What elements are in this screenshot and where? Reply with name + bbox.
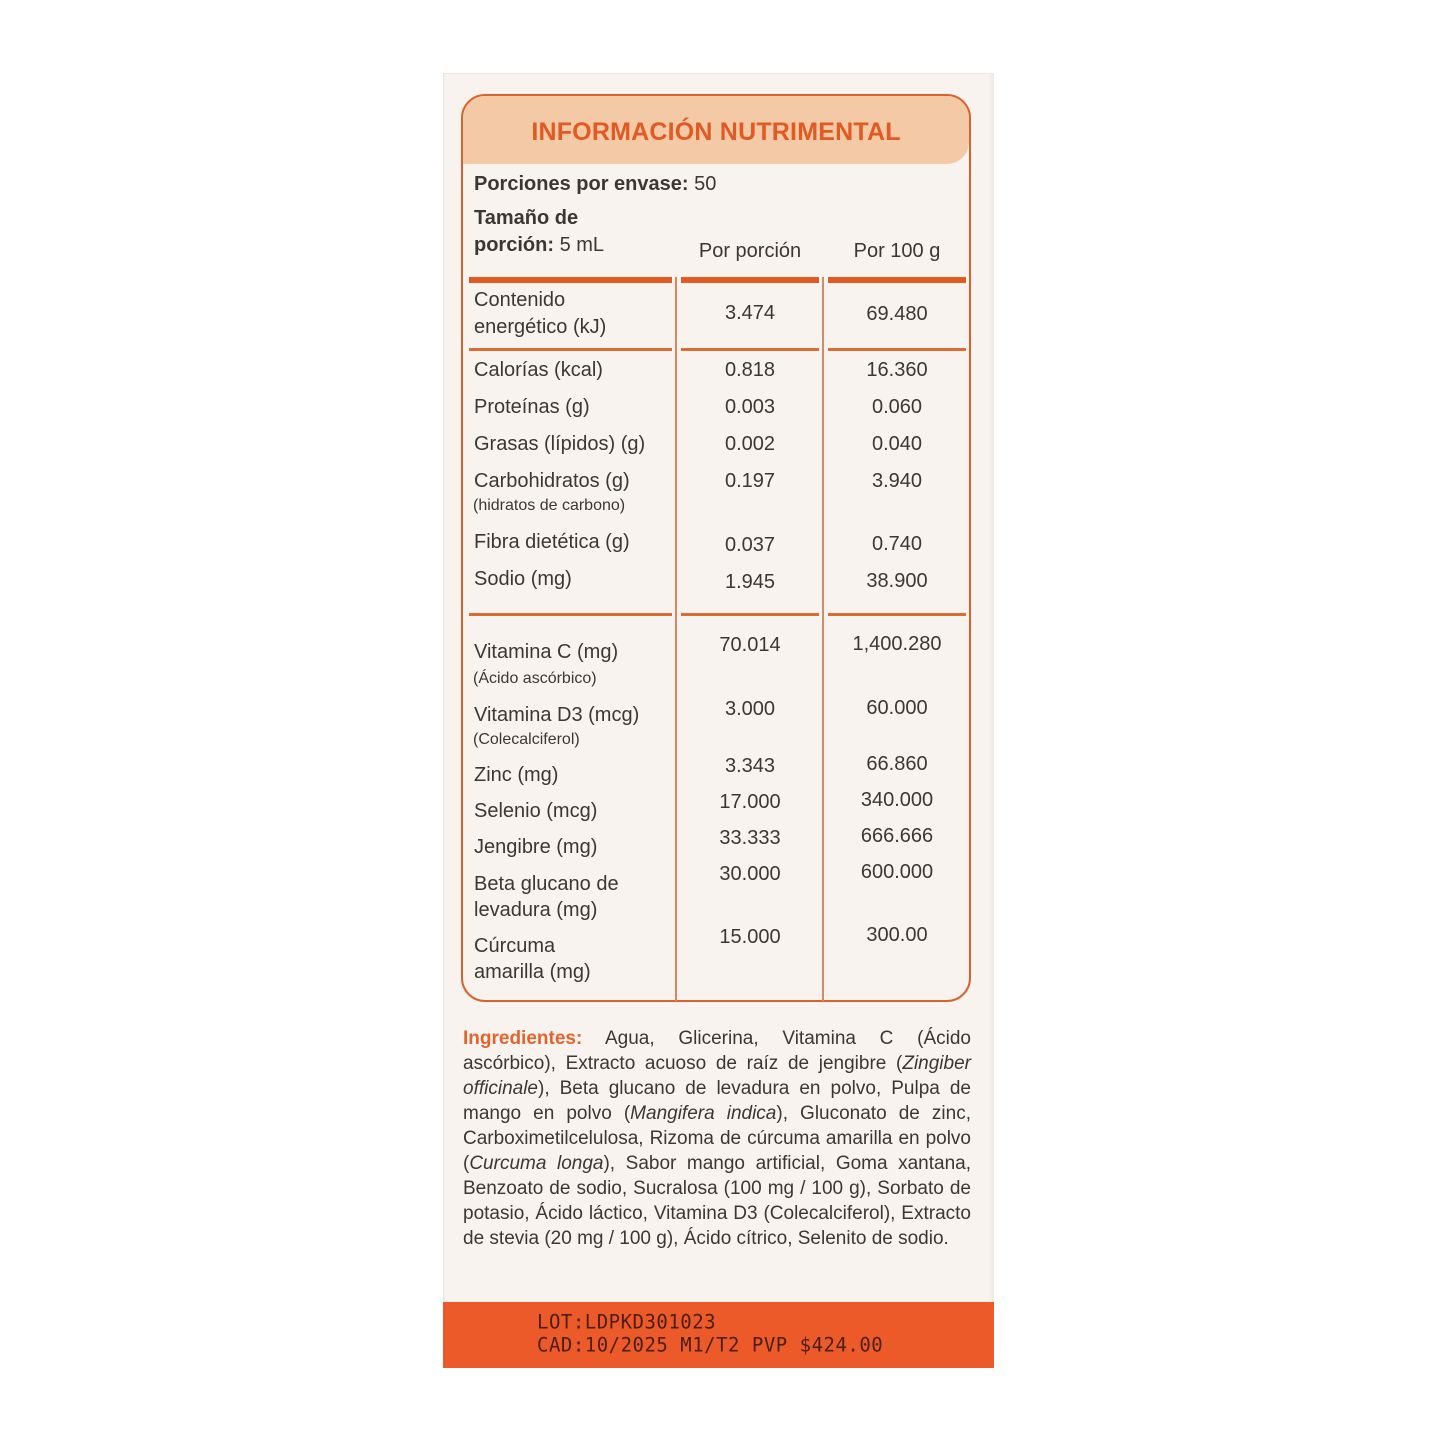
row-value-per-portion: 3.343 — [724, 755, 776, 777]
ingredients-text: ), Gluconato de zinc, Carboximetilcelulosa, Rizoma de cúrcuma amarilla en polvo ( — [463, 1103, 971, 1174]
serving-label-line1: Tamaño de — [474, 207, 579, 229]
energy-rule-col3 — [828, 348, 966, 351]
row-value-per-portion: 0.197 — [724, 470, 776, 492]
row-value-per-portion: 15.000 — [719, 926, 781, 948]
title-band — [463, 96, 969, 164]
row-value-per-100g: 600.000 — [860, 861, 934, 883]
row-value-per-portion: 0.818 — [724, 359, 776, 381]
ingredients-text: Agua, Glicerina, Vitamina C (Ácido ascórbico), Extracto acuoso de raíz de jengibre ( — [463, 1028, 971, 1074]
expiry-price-line: CAD:10/2025 M1/T2 PVP $424.00 — [537, 1333, 884, 1357]
row-label: Zinc (mg) — [474, 764, 559, 786]
row-label-line2: levadura (mg) — [474, 899, 598, 921]
serving-value: 5 mL — [559, 234, 605, 256]
serving-row — [474, 234, 604, 257]
panel-title: INFORMACIÓN NUTRIMENTAL — [531, 118, 901, 146]
row-value-per-portion: 3.474 — [724, 302, 776, 324]
energy-rule-col1 — [469, 348, 672, 351]
ingredients-text: ), Beta glucano de levadura en polvo, Pulpa de mango en polvo ( — [463, 1078, 971, 1124]
serving-label-line2: porción: — [474, 234, 554, 256]
row-label: Contenido — [474, 289, 566, 311]
column-divider-2 — [822, 277, 824, 1001]
row-label: Sodio (mg) — [474, 568, 572, 590]
row-label: Vitamina C (mg) — [474, 641, 619, 663]
row-label: Vitamina D3 (mcg) — [474, 704, 640, 726]
row-label: Proteínas (g) — [474, 396, 590, 418]
row-value-per-portion: 0.003 — [724, 396, 776, 418]
column-divider-1 — [675, 277, 677, 1001]
box-edge-shadow — [988, 73, 994, 1368]
row-label: Cúrcuma — [474, 935, 556, 957]
row-label: Calorías (kcal) — [474, 359, 603, 381]
header-rule-col3 — [828, 277, 966, 283]
row-label-line2: energético (kJ) — [474, 316, 607, 338]
portions-row — [474, 173, 716, 196]
header-rule-col1 — [469, 277, 672, 283]
row-value-per-100g: 38.900 — [866, 570, 928, 592]
energy-rule-col2 — [681, 348, 819, 351]
row-value-per-100g: 60.000 — [866, 697, 928, 719]
vitamins-rule-col2 — [681, 613, 819, 616]
vitamins-rule-col1 — [469, 613, 672, 616]
ingredients-latin-name: Curcuma longa — [469, 1153, 604, 1174]
row-label: Fibra dietética (g) — [474, 531, 630, 553]
row-label: Beta glucano de — [474, 873, 619, 895]
row-value-per-100g: 69.480 — [866, 303, 928, 325]
row-label-line2: amarilla (mg) — [474, 961, 591, 983]
vitamins-rule-col3 — [828, 613, 966, 616]
row-value-per-100g: 340.000 — [860, 789, 934, 811]
row-value-per-portion: 3.000 — [724, 698, 776, 720]
row-sublabel: (hidratos de carbono) — [473, 497, 626, 514]
row-value-per-portion: 30.000 — [719, 863, 781, 885]
lot-number: LOT:LDPKD301023 — [537, 1310, 717, 1334]
row-value-per-100g: 300.00 — [866, 924, 928, 946]
ingredients-latin-name: Mangifera indica — [630, 1103, 777, 1124]
portions-label: Porciones por envase: — [474, 173, 689, 195]
row-value-per-portion: 1.945 — [724, 571, 776, 593]
row-sublabel: (Ácido ascórbico) — [473, 670, 597, 687]
row-value-per-100g: 666.666 — [860, 825, 934, 847]
row-value-per-100g: 66.860 — [866, 753, 928, 775]
row-label: Carbohidratos (g) — [474, 470, 630, 492]
ingredients-paragraph — [463, 1026, 971, 1251]
row-value-per-100g: 0.060 — [871, 396, 923, 418]
row-value-per-portion: 17.000 — [719, 791, 781, 813]
row-label: Grasas (lípidos) (g) — [474, 433, 646, 455]
row-value-per-portion: 0.037 — [724, 534, 776, 556]
row-label: Selenio (mcg) — [474, 800, 598, 822]
portions-value: 50 — [694, 173, 717, 195]
row-value-per-portion: 33.333 — [719, 827, 781, 849]
ingredients-heading: Ingredientes: — [463, 1028, 583, 1049]
row-value-per-100g: 1,400.280 — [852, 633, 942, 655]
row-label: Jengibre (mg) — [474, 836, 598, 858]
row-value-per-100g: 16.360 — [866, 359, 928, 381]
header-rule-col2 — [681, 277, 819, 283]
row-sublabel: (Colecalciferol) — [473, 731, 580, 748]
ingredients-latin-name: Zingiber officinale — [463, 1053, 971, 1099]
row-value-per-100g: 0.040 — [871, 433, 923, 455]
row-value-per-100g: 3.940 — [871, 470, 923, 492]
row-value-per-portion: 0.002 — [724, 433, 776, 455]
column-header-per-portion: Por porción — [698, 240, 802, 262]
row-value-per-portion: 70.014 — [719, 634, 781, 656]
column-header-per-100g: Por 100 g — [853, 240, 941, 262]
row-value-per-100g: 0.740 — [871, 533, 923, 555]
ingredients-text: ), Sabor mango artificial, Goma xantana, Benzoato de sodio, Sucralosa (100 mg / 100 g), Sorbato de potasio, Ácido láctico, Vitamina D3 (Colecalciferol), Extracto de stevia (20 mg / 100 g), Ácido cítrico, Selenito de sodio. — [463, 1153, 972, 1249]
